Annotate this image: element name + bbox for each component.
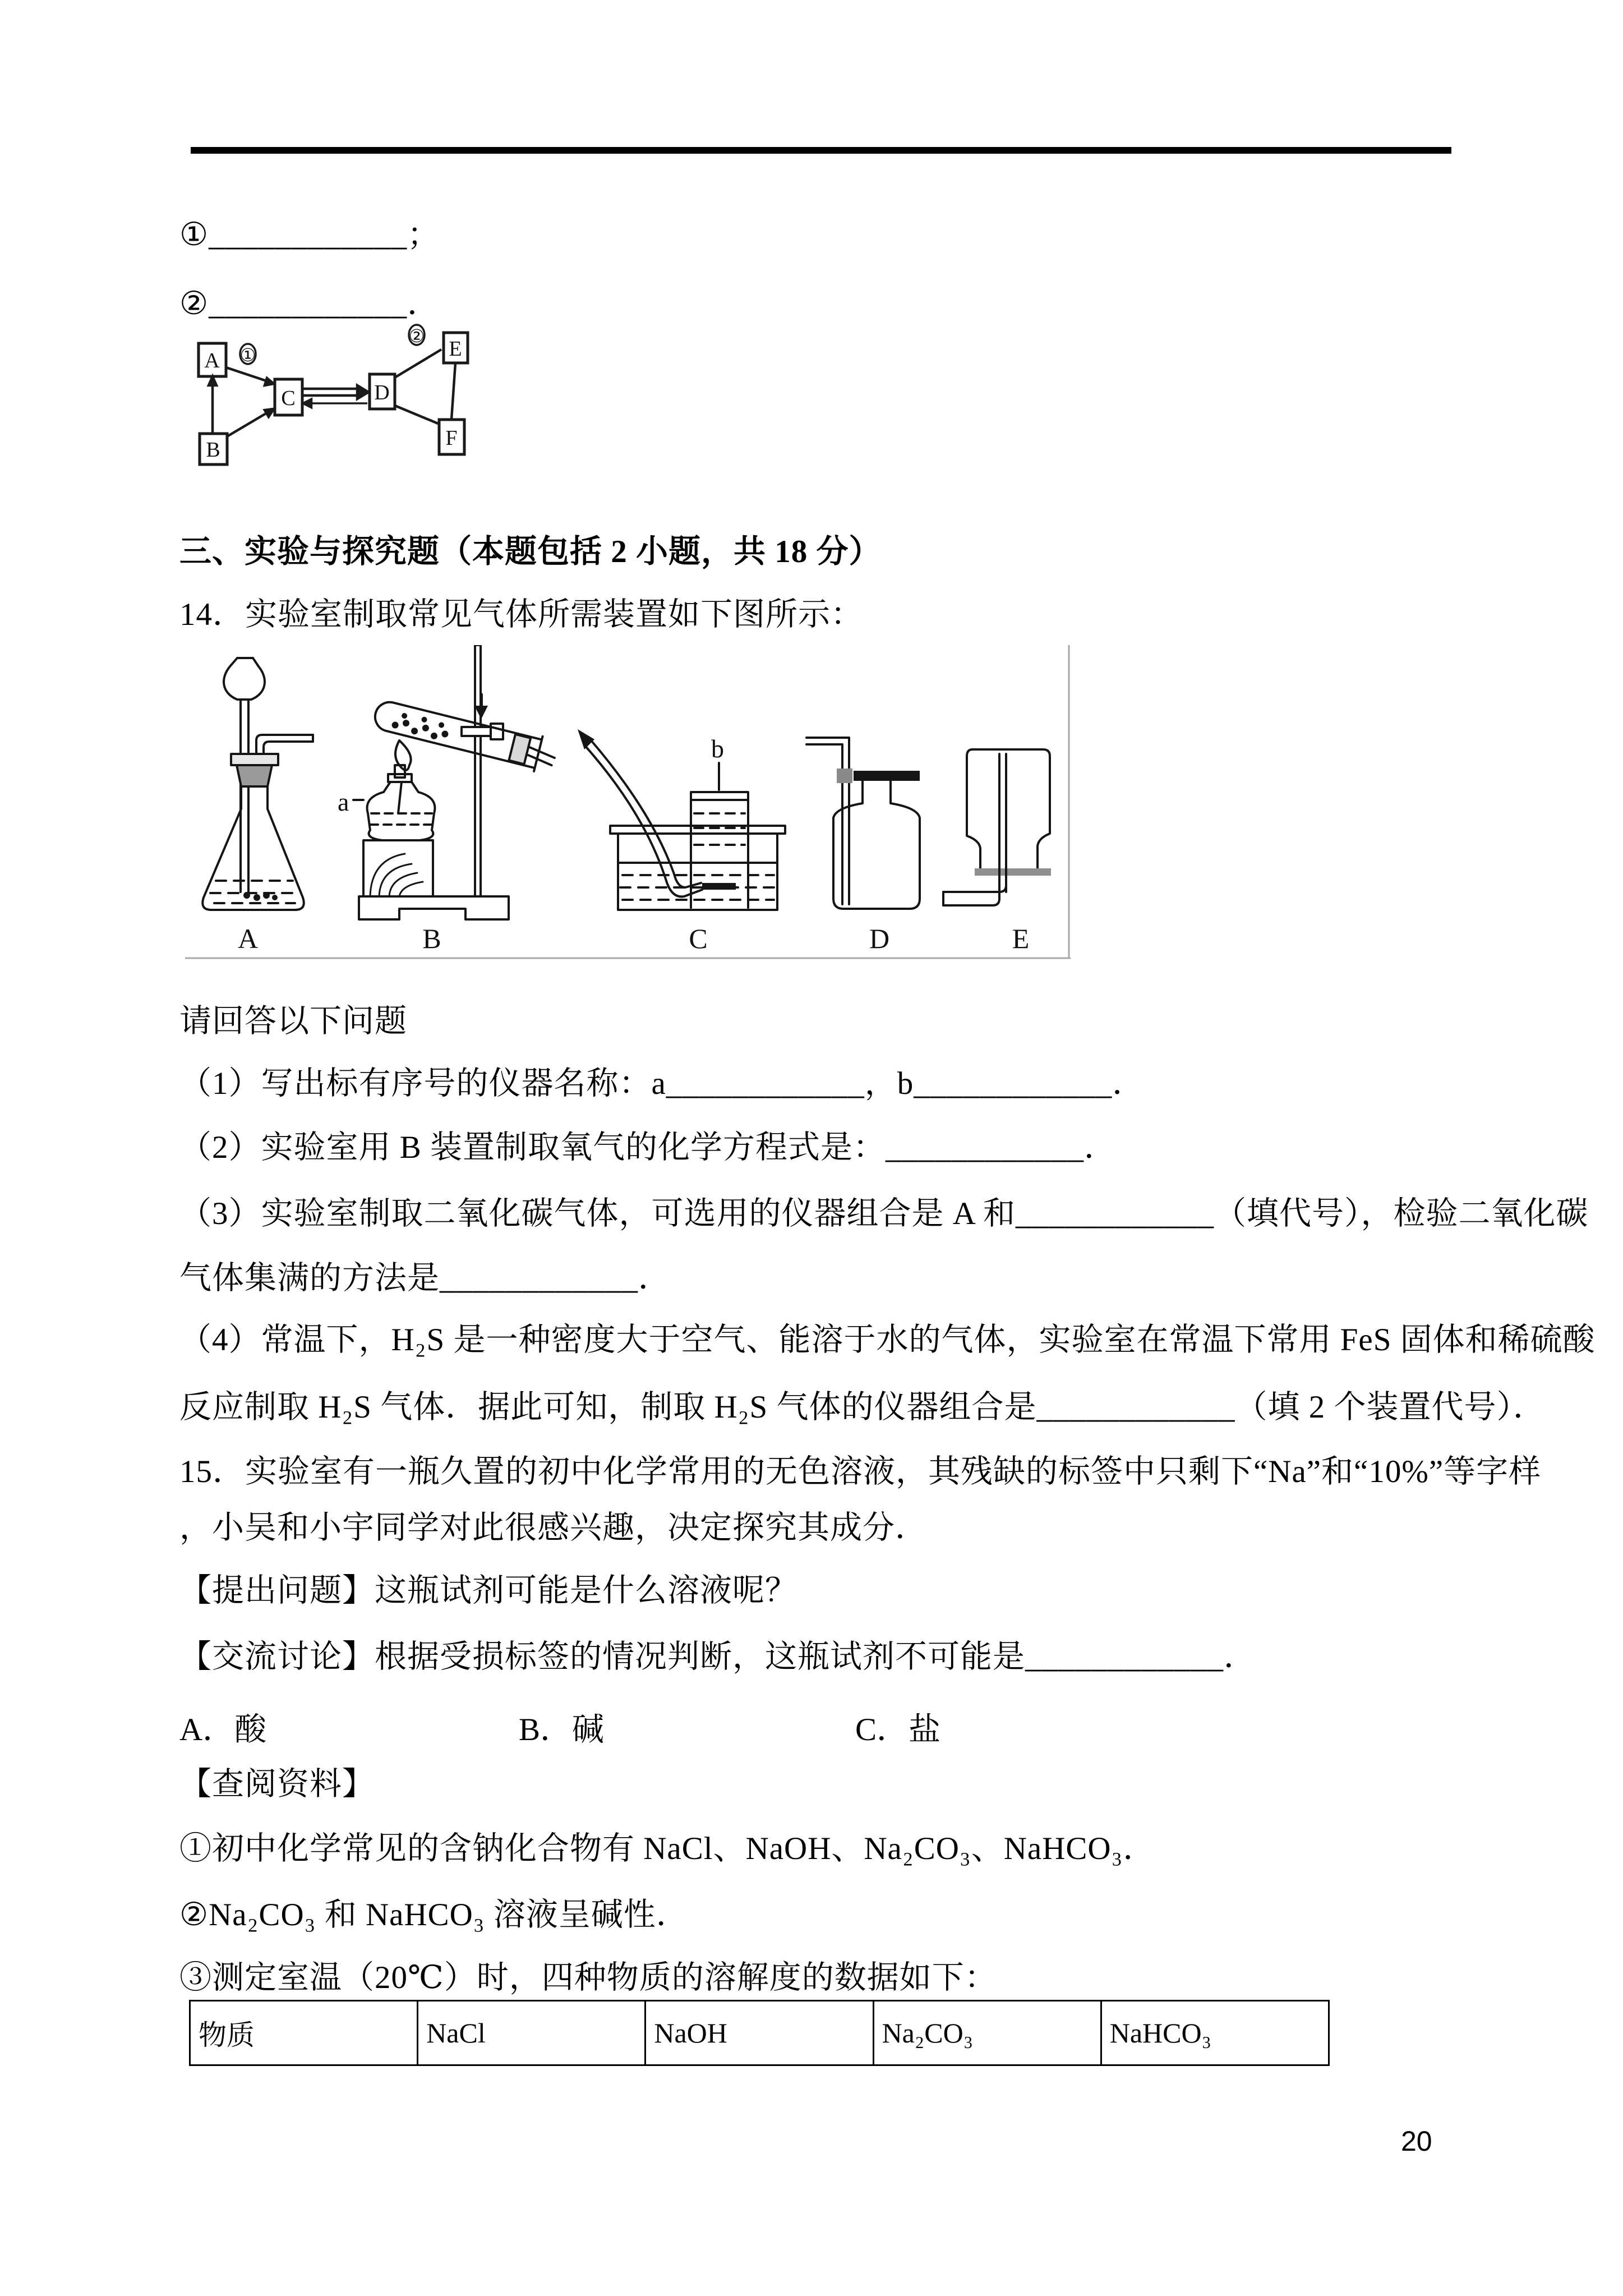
apparatus-part-a-label: a: [338, 788, 349, 816]
q15-stem-line1: 15．实验室有一瓶久置的初中化学常用的无色溶液，其残缺的标签中只剩下“Na”和“10%”等字样: [179, 1454, 1542, 1489]
section-heading: 三、实验与探究题（本题包括 2 小题，共 18 分）: [179, 534, 882, 569]
q15-stem-line2: ，小吴和小宇同学对此很感兴趣，决定探究其成分．: [179, 1510, 928, 1545]
flow-label-D: D: [374, 381, 390, 404]
stand-rod: [475, 645, 481, 896]
solubility-table: [189, 2000, 1330, 2066]
apparatus-label-B: B: [422, 923, 441, 954]
ground-glass-plate: [975, 868, 1051, 876]
apparatus-label-A: A: [237, 923, 259, 954]
erlenmeyer-flask: [202, 786, 304, 910]
fill-blank-1: ①____________；: [179, 217, 440, 252]
conversion-flowchart: [188, 323, 479, 485]
q15-discuss: 【交流讨论】根据受损标签的情况判断，这瓶试剂不可能是____________．: [179, 1639, 1256, 1674]
flow-arrowhead-C2: [265, 409, 274, 417]
clamp: [462, 727, 491, 736]
fill-blank-2: ②____________．: [179, 286, 440, 321]
top-horizontal-rule: [191, 147, 1451, 154]
clamp-arrow: [474, 706, 488, 719]
thistle-funnel-bulb: [224, 658, 265, 700]
flow-label-C: C: [281, 386, 296, 410]
flow-label-B: B: [206, 438, 220, 462]
flow-circled-1: ①: [239, 345, 256, 365]
apparatus-figure: [185, 645, 1071, 973]
flow-line-D-F: [395, 406, 438, 424]
flow-arrowhead-C3: [303, 399, 311, 407]
q14-stem: 14．实验室制取常见气体所需装置如下图所示：: [179, 597, 863, 632]
flow-line-E-F: [451, 363, 455, 420]
apparatus-A-flask: [202, 658, 313, 910]
page-number: 20: [1401, 2125, 1432, 2157]
q15-option-a: A．酸: [179, 1712, 267, 1747]
flow-label-A: A: [204, 349, 220, 372]
stopper-plate: [854, 771, 920, 781]
flow-label-F: F: [445, 426, 458, 450]
apparatus-C-water-collection: [578, 729, 785, 910]
q15-info2: ②Na₂CO₃ 和 NaHCO₃ 溶液呈碱性．: [179, 1897, 689, 1932]
apparatus-label-D: D: [869, 923, 890, 954]
q14-sub3-line2: 气体集满的方法是____________．: [179, 1260, 671, 1296]
apparatus-D-gas-bottle: [806, 738, 920, 909]
flow-line-D-E: [395, 349, 441, 378]
q15-option-c: C．盐: [855, 1712, 941, 1747]
stand-base: [359, 896, 509, 919]
q14-sub4-line1: （4）常温下，H₂S 是一种密度大于空气、能溶于水的气体，实验室在常温下常用 FeS 固体和稀硫酸: [179, 1322, 1596, 1358]
flow-arrowhead-C1: [265, 378, 274, 385]
table-row: [190, 2001, 1329, 2065]
q14-sub2: （2）实验室用 B 装置制取氧气的化学方程式是：____________．: [179, 1130, 1117, 1165]
flow-line-A-C: [226, 367, 270, 382]
table-cell-naoh: NaOH: [645, 2001, 873, 2065]
bottle-mouth-shadow: [702, 883, 736, 890]
table-cell-na2co3: Na₂CO₃: [873, 2001, 1101, 2065]
q14-sub1: （1）写出标有序号的仪器名称：a____________，b____________．: [179, 1066, 1145, 1101]
gas-bottle: [833, 781, 920, 909]
q14-sub4-line2: 反应制取 H₂S 气体．据此可知，制取 H₂S 气体的仪器组合是____________（填 2 个装置代号）．: [179, 1389, 1546, 1425]
q15-lookup-heading: 【查阅资料】: [179, 1766, 375, 1802]
flow-arrowhead-D: [357, 385, 368, 399]
flow-label-E: E: [449, 337, 462, 361]
apparatus-label-C: C: [689, 923, 708, 954]
q15-option-b: B．碱: [519, 1712, 605, 1747]
q15-info1: ①初中化学常见的含钠化合物有 NaCl、NaOH、Na₂CO₃、NaHCO₃．: [179, 1831, 1156, 1866]
q15-propose: 【提出问题】这瓶试剂可能是什么溶液呢？: [179, 1573, 797, 1608]
alcohol-lamp: [353, 740, 435, 896]
apparatus-E-collection-jar: [943, 749, 1051, 905]
q15-info3: ③测定室温（20℃）时，四种物质的溶解度的数据如下：: [179, 1960, 997, 1995]
apparatus-part-b-label: b: [711, 734, 724, 763]
q14-sub3-line1: （3）实验室制取二氧化碳气体，可选用的仪器组合是 A 和____________（填代号），检验二氧化碳: [179, 1196, 1589, 1231]
table-cell-nahco3: NaHCO₃: [1101, 2001, 1329, 2065]
test-tube-stopper: [509, 734, 531, 764]
table-cell-substance: 物质: [190, 2001, 418, 2065]
flow-line-B-C: [227, 411, 270, 436]
table-cell-nacl: NaCl: [418, 2001, 645, 2065]
flow-circled-2: ②: [408, 326, 425, 346]
apparatus-label-E: E: [1012, 923, 1030, 954]
rubber-stopper: [237, 765, 272, 786]
q14-prompt: 请回答以下问题: [179, 1004, 407, 1039]
